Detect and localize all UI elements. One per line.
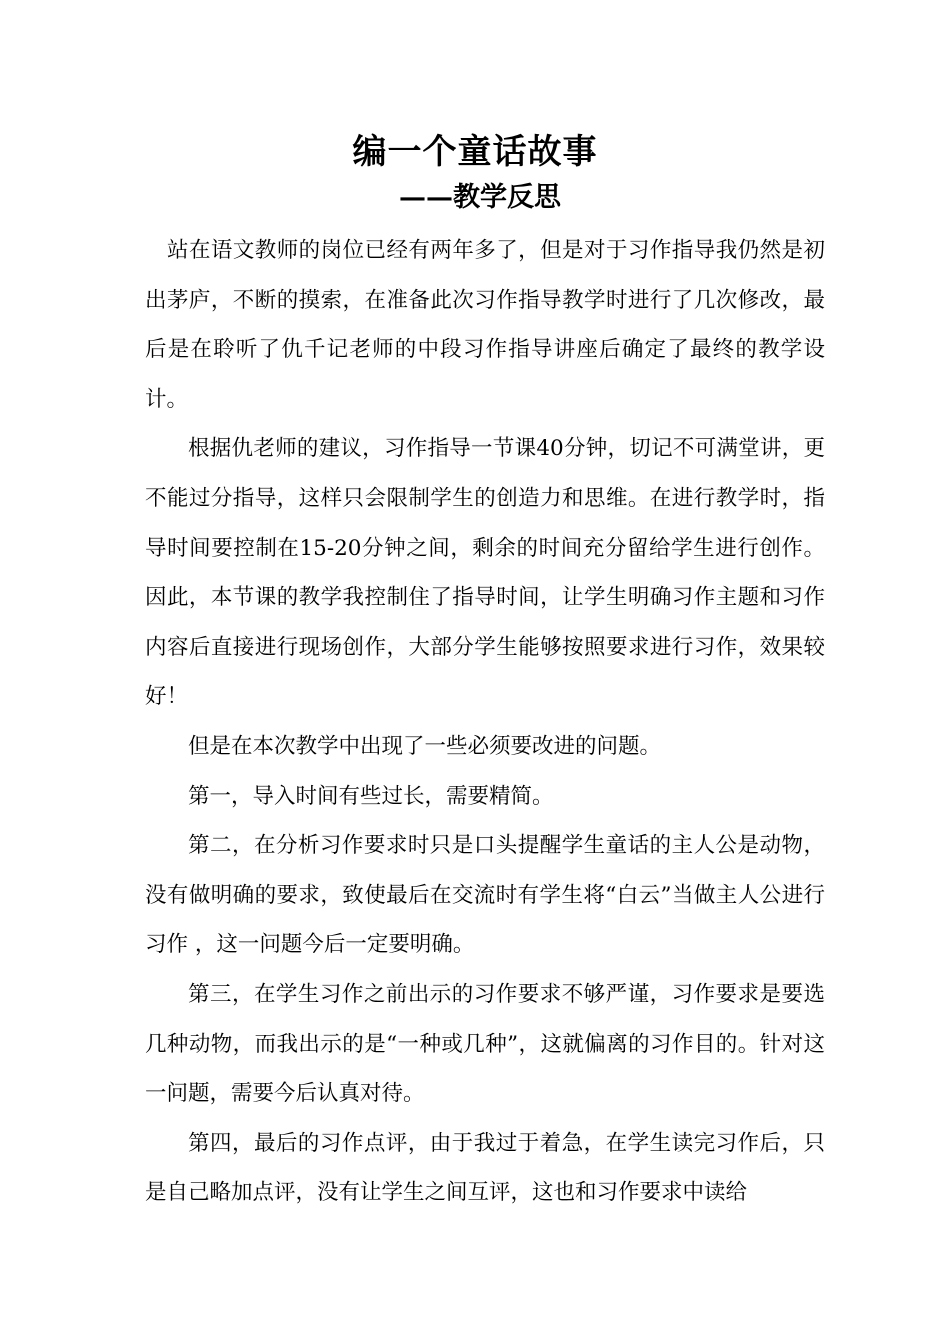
paragraph-point-1: 第一，导入时间有些过长，需要精简。 — [188, 783, 554, 809]
document-title: 编一个童话故事 — [352, 132, 598, 172]
paragraph-problems-intro: 但是在本次教学中出现了一些必须要改进的问题。 — [188, 733, 662, 759]
paragraph-point-2: 第二，在分析习作要求时只是口头提醒学生童话的主人公是动物，没有做明确的要求，致使最后在交流时有学生将“白云”当做主人公进行习作 ，这一问题今后一定要明确。 — [145, 833, 825, 958]
document-subtitle: ——教学反思 — [399, 182, 561, 213]
document-body — [145, 226, 825, 1218]
paragraph-intro: 站在语文教师的岗位已经有两年多了，但是对于习作指导我仍然是初出茅庐，不断的摸索，在准备此次习作指导教学时进行了几次修改，最后是在聆听了仇千记老师的中段习作指导讲座后确定了最终的教学设计。 — [145, 238, 825, 412]
paragraph-suggestion: 根据仇老师的建议，习作指导一节课40分钟，切记不可满堂讲，更不能过分指导，这样只会限制学生的创造力和思维。在进行教学时，指导时间要控制在15-20分钟之间，剩余的时间充分留给学生进行创作。因此，本节课的教学我控制住了指导时间，让学生明确习作主题和习作内容后直接进行现场创作，大部分学生能够按照要求进行习作，效果较好！ — [145, 436, 825, 710]
paragraph-point-4: 第四，最后的习作点评，由于我过于着急，在学生读完习作后，只是自己略加点评，没有让学生之间互评，这也和习作要求中读给 — [145, 1130, 825, 1206]
paragraph-point-3: 第三，在学生习作之前出示的习作要求不够严谨，习作要求是要选几种动物，而我出示的是“一种或几种”，这就偏离的习作目的。针对这一问题，需要今后认真对待。 — [145, 981, 825, 1107]
